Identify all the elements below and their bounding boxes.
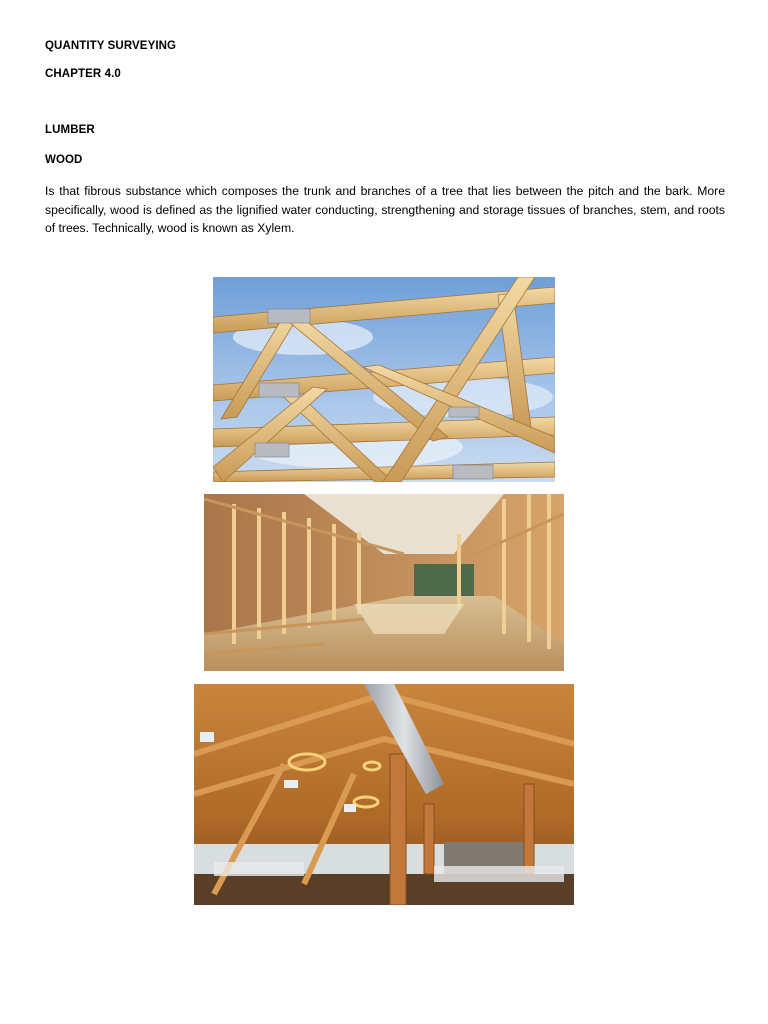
roof-truss-photo: [213, 277, 555, 482]
timber-frame-hall-photo: [194, 684, 574, 905]
course-heading: QUANTITY SURVEYING: [45, 40, 177, 52]
timber-framed-interior-photo: [204, 494, 564, 671]
subsection-heading: WOOD: [45, 154, 83, 166]
chapter-heading: CHAPTER 4.0: [45, 68, 121, 80]
definition-paragraph: Is that fibrous substance which composes the trunk and branches of a tree that lies between the pitch and the bark. More specifically, wood is defined as the lignified water conducting, strengthening and storage tissues of branches, stem, and roots of trees. Technically, wood is known as Xylem.: [45, 184, 725, 235]
section-heading: LUMBER: [45, 124, 95, 136]
